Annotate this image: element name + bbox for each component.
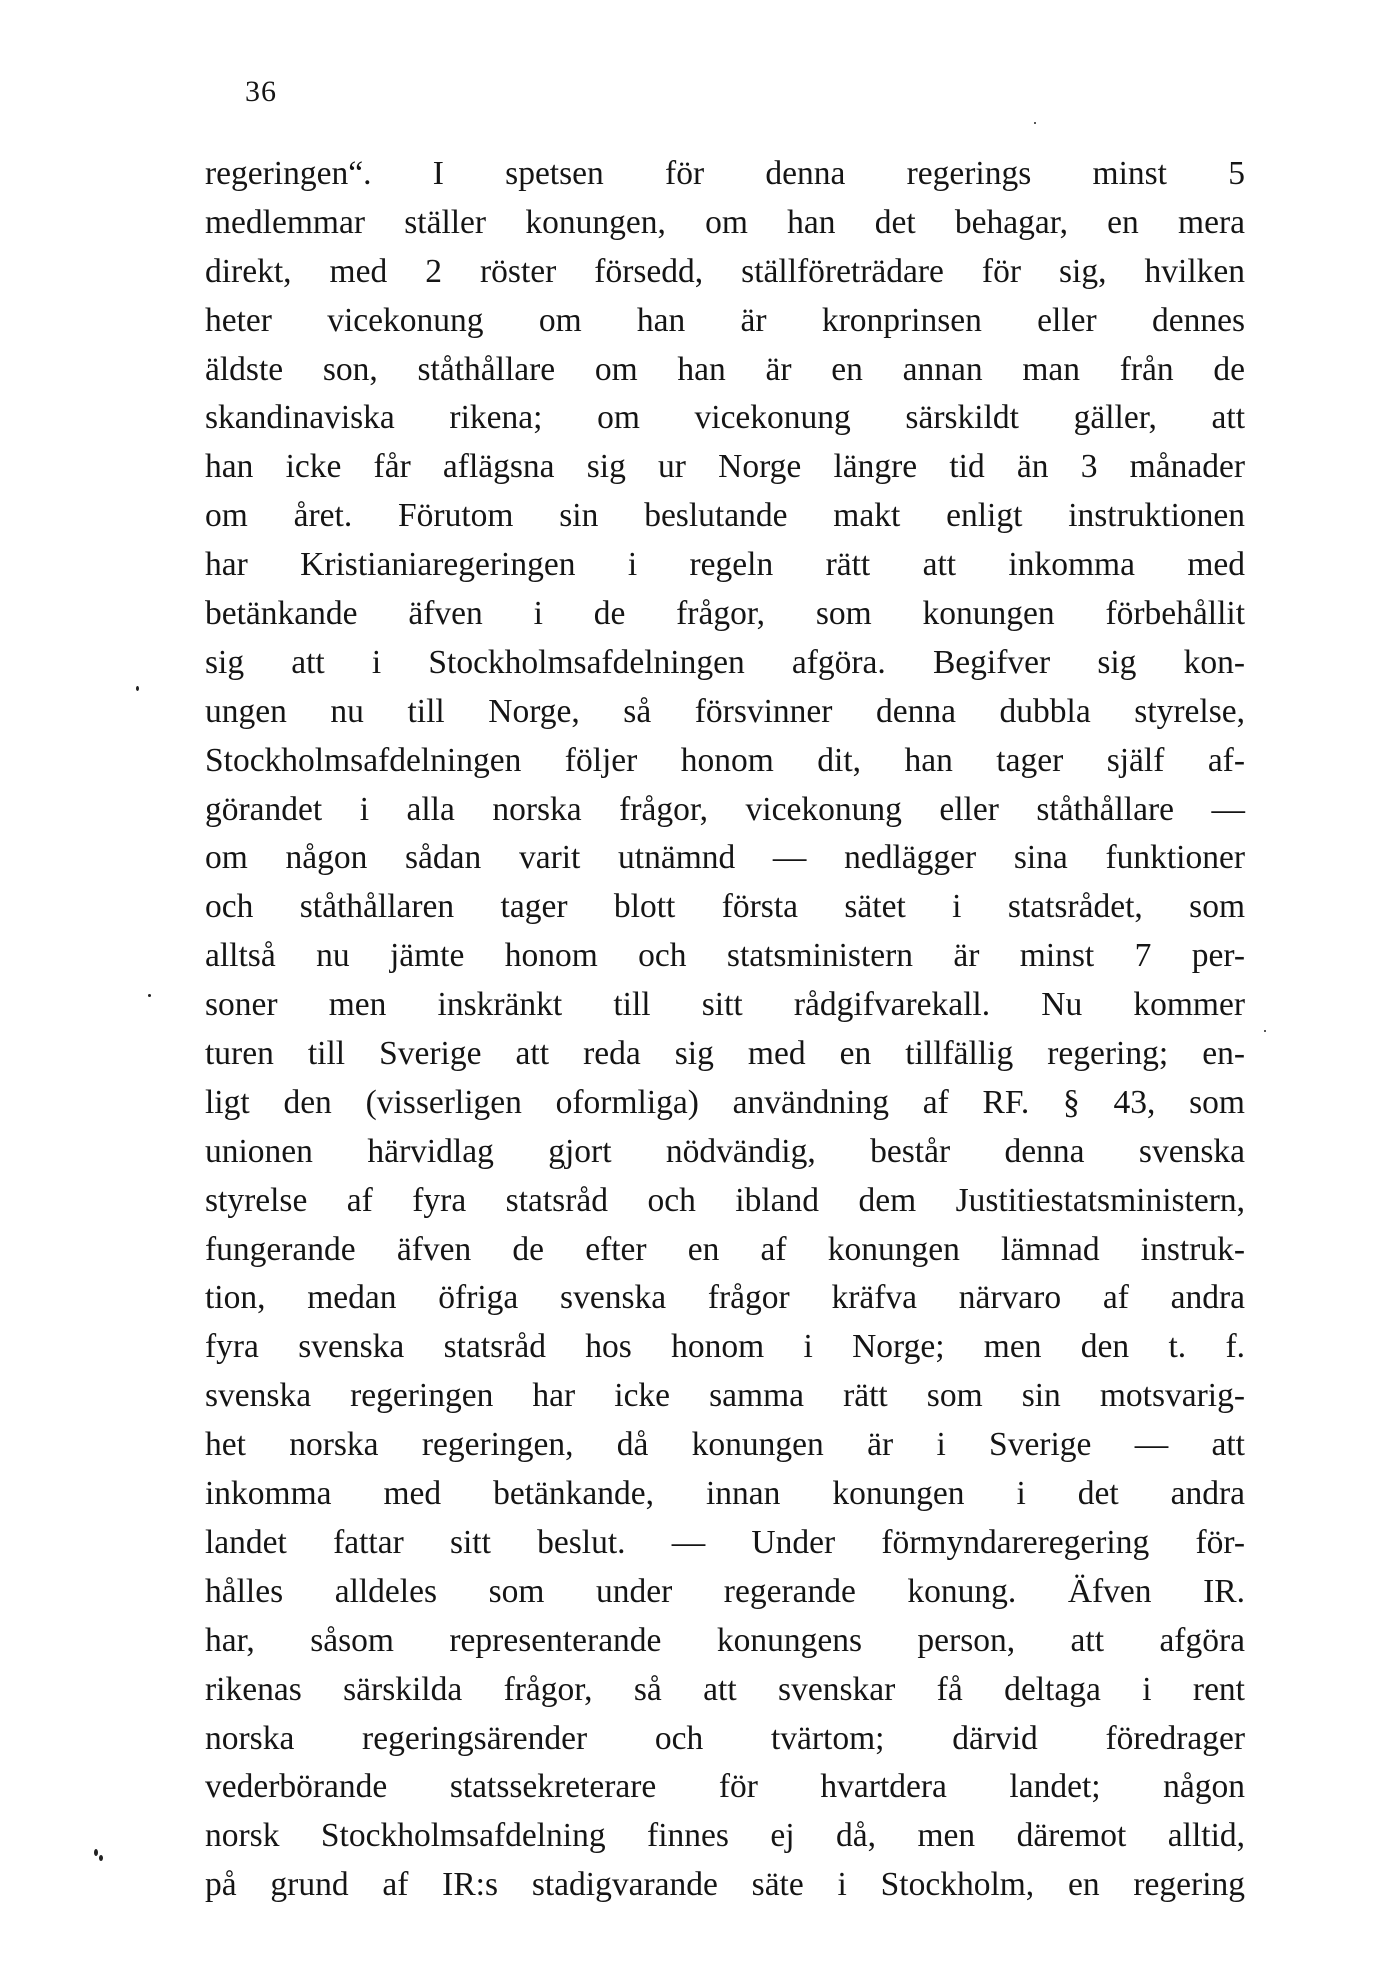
text-line: hålles alldeles som under regerande konung. Äfven IR. — [205, 1572, 1245, 1610]
text-line: norsk Stockholmsafdelning finnes ej då, men däremot alltid, — [205, 1817, 1245, 1855]
text-line: på grund af IR:s stadigvarande säte i Stockholm, en regering — [205, 1866, 1245, 1904]
text-line: heter vicekonung om han är kronprinsen eller dennes — [205, 301, 1245, 339]
text-line: betänkande äfven i de frågor, som konungen förbehållit — [205, 595, 1245, 633]
text-line: ligt den (visserligen oformliga) användning af RF. § 43, som — [205, 1083, 1245, 1121]
text-line: han icke får aflägsna sig ur Norge längre tid än 3 månader — [205, 448, 1245, 486]
text-line: alltså nu jämte honom och statsministern är minst 7 per- — [205, 937, 1245, 975]
text-line: tion, medan öfriga svenska frågor kräfva närvaro af andra — [205, 1279, 1245, 1317]
scan-speck — [1034, 122, 1036, 124]
text-line: görandet i alla norska frågor, vicekonung eller ståthållare — — [205, 790, 1245, 828]
text-line: turen till Sverige att reda sig med en tillfällig regering; en- — [205, 1035, 1245, 1073]
text-line: soner men inskränkt till sitt rådgifvarekall. Nu kommer — [205, 986, 1245, 1024]
text-line: het norska regeringen, då konungen är i Sverige — att — [205, 1426, 1245, 1464]
text-line: fyra svenska statsråd hos honom i Norge; men den t. f. — [205, 1328, 1245, 1366]
scan-speck — [94, 1849, 98, 1856]
text-line: och ståthållaren tager blott första sätet i statsrådet, som — [205, 888, 1245, 926]
text-line: medlemmar ställer konungen, om han det behagar, en mera — [205, 203, 1245, 241]
text-line: rikenas särskilda frågor, så att svenskar få deltaga i rent — [205, 1670, 1245, 1708]
text-line: unionen härvidlag gjort nödvändig, består denna svenska — [205, 1132, 1245, 1170]
text-line: skandinaviska rikena; om vicekonung särskildt gäller, att — [205, 399, 1245, 437]
text-line: inkomma med betänkande, innan konungen i det andra — [205, 1475, 1245, 1513]
text-line: fungerande äfven de efter en af konungen lämnad instruk- — [205, 1230, 1245, 1268]
text-line: svenska regeringen har icke samma rätt som sin motsvarig- — [205, 1377, 1245, 1415]
text-line: vederbörande statssekreterare för hvartdera landet; någon — [205, 1768, 1245, 1806]
text-line: äldste son, ståthållare om han är en annan man från de — [205, 350, 1245, 388]
text-line: regeringen“. I spetsen för denna regerings minst 5 — [205, 155, 1245, 192]
text-line: sig att i Stockholmsafdelningen afgöra. Begifver sig kon- — [205, 643, 1245, 681]
text-line: styrelse af fyra statsråd och ibland dem Justitiestatsministern, — [205, 1181, 1245, 1219]
scan-speck — [148, 994, 151, 997]
scan-speck — [136, 686, 139, 691]
text-line: ungen nu till Norge, så försvinner denna dubbla styrelse, — [205, 692, 1245, 730]
page-number: 36 — [245, 75, 277, 108]
text-line: har, såsom representerande konungens person, att afgöra — [205, 1621, 1245, 1659]
text-line: landet fattar sitt beslut. — Under förmyndareregering för- — [205, 1523, 1245, 1561]
text-line: Stockholmsafdelningen följer honom dit, han tager själf af- — [205, 741, 1245, 779]
text-line: om året. Förutom sin beslutande makt enligt instruktionen — [205, 497, 1245, 535]
scan-speck — [1264, 1030, 1266, 1032]
text-line: har Kristianiaregeringen i regeln rätt att inkomma med — [205, 546, 1245, 584]
text-line: norska regeringsärender och tvärtom; därvid föredrager — [205, 1719, 1245, 1757]
text-line: om någon sådan varit utnämnd — nedlägger sina funktioner — [205, 839, 1245, 877]
text-line: direkt, med 2 röster försedd, ställföreträdare för sig, hvilken — [205, 252, 1245, 290]
scan-speck — [99, 1855, 103, 1861]
body-text — [205, 150, 1245, 1910]
